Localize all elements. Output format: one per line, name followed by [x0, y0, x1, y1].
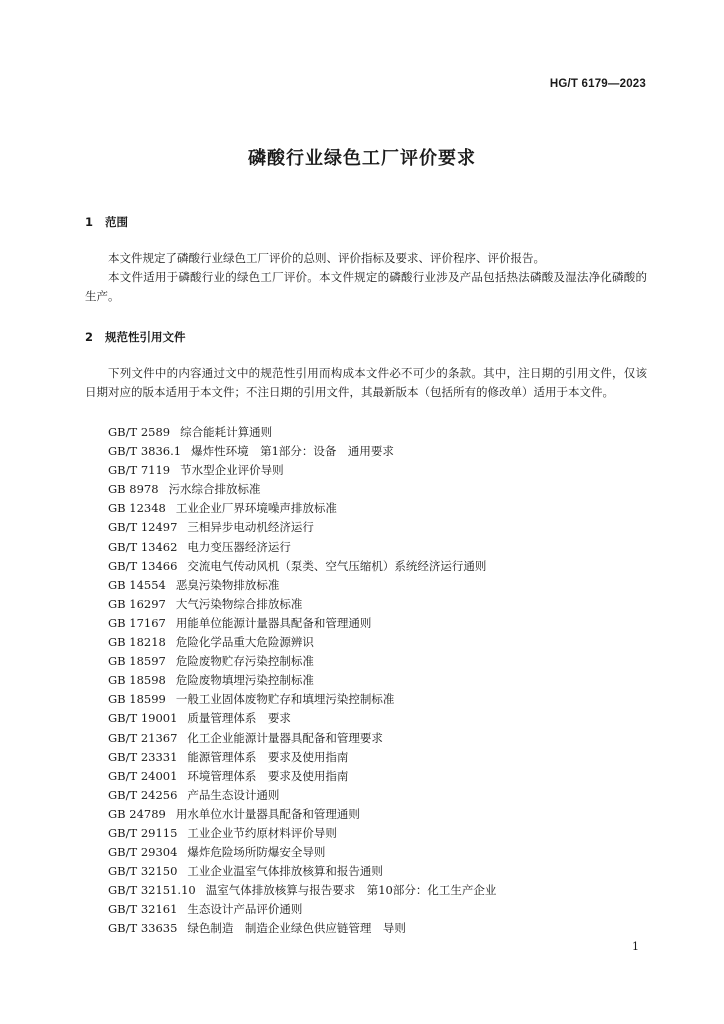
reference-item — [108, 499, 496, 518]
reference-title: 能源管理体系 要求及使用指南 — [187, 749, 349, 764]
reference-title: 综合能耗计算通则 — [180, 425, 273, 439]
reference-item — [108, 881, 496, 900]
reference-title: 用能单位能源计量器具配备和管理通则 — [175, 615, 372, 630]
reference-title: 电力变压器经济运行 — [187, 539, 291, 554]
reference-code: GB 24789 — [108, 806, 166, 821]
reference-code: GB/T 33635 — [108, 921, 178, 936]
reference-title: 一般工业固体废物贮存和填埋污染控制标准 — [175, 692, 395, 707]
reference-code: GB/T 12497 — [108, 520, 178, 535]
reference-code: GB/T 7119 — [108, 463, 171, 478]
section-number: 1 — [85, 215, 94, 229]
reference-code: GB/T 21367 — [108, 730, 178, 745]
reference-title: 工业企业节约原材料评价导则 — [187, 825, 337, 840]
reference-code: GB 12348 — [108, 501, 166, 516]
reference-item — [108, 748, 496, 767]
page-number: 1 — [632, 940, 639, 953]
reference-code: GB 18599 — [108, 692, 166, 707]
reference-code: GB 8978 — [108, 482, 159, 497]
reference-title: 质量管理体系 要求 — [187, 711, 291, 726]
reference-code: GB/T 3836.1 — [108, 444, 182, 459]
reference-item — [108, 805, 496, 824]
section-number: 2 — [85, 330, 94, 344]
reference-title: 绿色制造 制造企业绿色供应链管理 导则 — [187, 921, 406, 936]
reference-code: GB/T 13466 — [108, 558, 178, 573]
section-title: 范围 — [105, 215, 128, 229]
reference-code: GB/T 32150 — [108, 864, 178, 879]
reference-code: GB/T 19001 — [108, 711, 178, 726]
reference-code: GB/T 24256 — [108, 787, 178, 802]
reference-title: 污水综合排放标准 — [168, 482, 261, 497]
reference-item — [108, 729, 496, 748]
section-title: 规范性引用文件 — [105, 330, 186, 344]
reference-title: 工业企业厂界环境噪声排放标准 — [175, 501, 337, 516]
paragraph-normative-references: 下列文件中的内容通过文中的规范性引用而构成本文件必不可少的条款。其中，注日期的引用文件，仅该日期对应的版本适用于本文件；不注日期的引用文件，其最新版本（包括所有的修改单）适用于本文件。 — [85, 366, 647, 399]
reference-title: 用水单位水计量器具配备和管理通则 — [175, 806, 360, 821]
reference-item — [108, 461, 496, 480]
reference-item — [108, 652, 496, 671]
reference-item — [108, 518, 496, 537]
reference-code: GB 17167 — [108, 615, 166, 630]
reference-title: 生态设计产品评价通则 — [187, 902, 303, 917]
page-title: 磷酸行业绿色工厂评价要求 — [248, 148, 476, 169]
reference-item — [108, 442, 496, 461]
reference-item — [108, 767, 496, 786]
reference-item — [108, 614, 496, 633]
reference-item — [108, 480, 496, 499]
reference-code: GB/T 29115 — [108, 825, 178, 840]
reference-title: 化工企业能源计量器具配备和管理要求 — [187, 730, 383, 745]
reference-item — [108, 423, 496, 442]
reference-item — [108, 919, 496, 938]
reference-title: 爆炸危险场所防爆安全导则 — [187, 845, 326, 860]
reference-title: 恶臭污染物排放标准 — [175, 577, 280, 592]
reference-title: 环境管理体系 要求及使用指南 — [187, 768, 349, 783]
reference-item — [108, 595, 496, 614]
reference-item — [108, 690, 496, 709]
reference-title: 工业企业温室气体排放核算和报告通则 — [187, 864, 383, 879]
reference-code: GB 14554 — [108, 577, 166, 592]
paragraph-scope-1: 本文件规定了磷酸行业绿色工厂评价的总则、评价指标及要求、评价程序、评价报告。 — [108, 251, 545, 265]
reference-title: 危险废物填埋污染控制标准 — [175, 673, 314, 688]
document-code: HG/T 6179—2023 — [549, 78, 646, 90]
paragraph-scope-2: 本文件适用于磷酸行业的绿色工厂评价。本文件规定的磷酸行业涉及产品包括热法磷酸及湿法净化磷酸的生产。 — [85, 270, 647, 303]
section-1-heading — [85, 214, 128, 230]
reference-code: GB/T 32161 — [108, 902, 178, 917]
reference-code: GB/T 13462 — [108, 539, 178, 554]
reference-item — [108, 671, 496, 690]
reference-code: GB/T 23331 — [108, 749, 178, 764]
reference-title: 三相异步电动机经济运行 — [187, 520, 314, 535]
reference-item — [108, 633, 496, 652]
reference-code: GB/T 29304 — [108, 845, 178, 860]
reference-item — [108, 538, 496, 557]
reference-list — [108, 423, 496, 939]
reference-item — [108, 824, 496, 843]
reference-code: GB/T 24001 — [108, 768, 178, 783]
reference-item — [108, 786, 496, 805]
reference-item — [108, 576, 496, 595]
reference-code: GB/T 32151.10 — [108, 883, 196, 898]
reference-item — [108, 900, 496, 919]
reference-title: 大气污染物综合排放标准 — [175, 596, 303, 611]
reference-code: GB/T 2589 — [108, 425, 171, 439]
reference-title: 节水型企业评价导则 — [180, 463, 284, 478]
reference-item — [108, 709, 496, 728]
section-2-heading — [85, 329, 186, 345]
reference-title: 温室气体排放核算与报告要求 第10部分：化工生产企业 — [205, 883, 497, 898]
reference-title: 产品生态设计通则 — [187, 787, 280, 802]
reference-item — [108, 557, 496, 576]
reference-code: GB 18218 — [108, 635, 166, 650]
reference-item — [108, 843, 496, 862]
reference-code: GB 18598 — [108, 673, 166, 688]
reference-title: 危险化学品重大危险源辨识 — [175, 635, 314, 650]
reference-title: 危险废物贮存污染控制标准 — [175, 654, 314, 669]
reference-code: GB 18597 — [108, 654, 166, 669]
reference-code: GB 16297 — [108, 596, 166, 611]
reference-item — [108, 862, 496, 881]
reference-title: 爆炸性环境 第1部分：设备 通用要求 — [191, 444, 394, 459]
reference-title: 交流电气传动风机（泵类、空气压缩机）系统经济运行通则 — [187, 558, 487, 573]
